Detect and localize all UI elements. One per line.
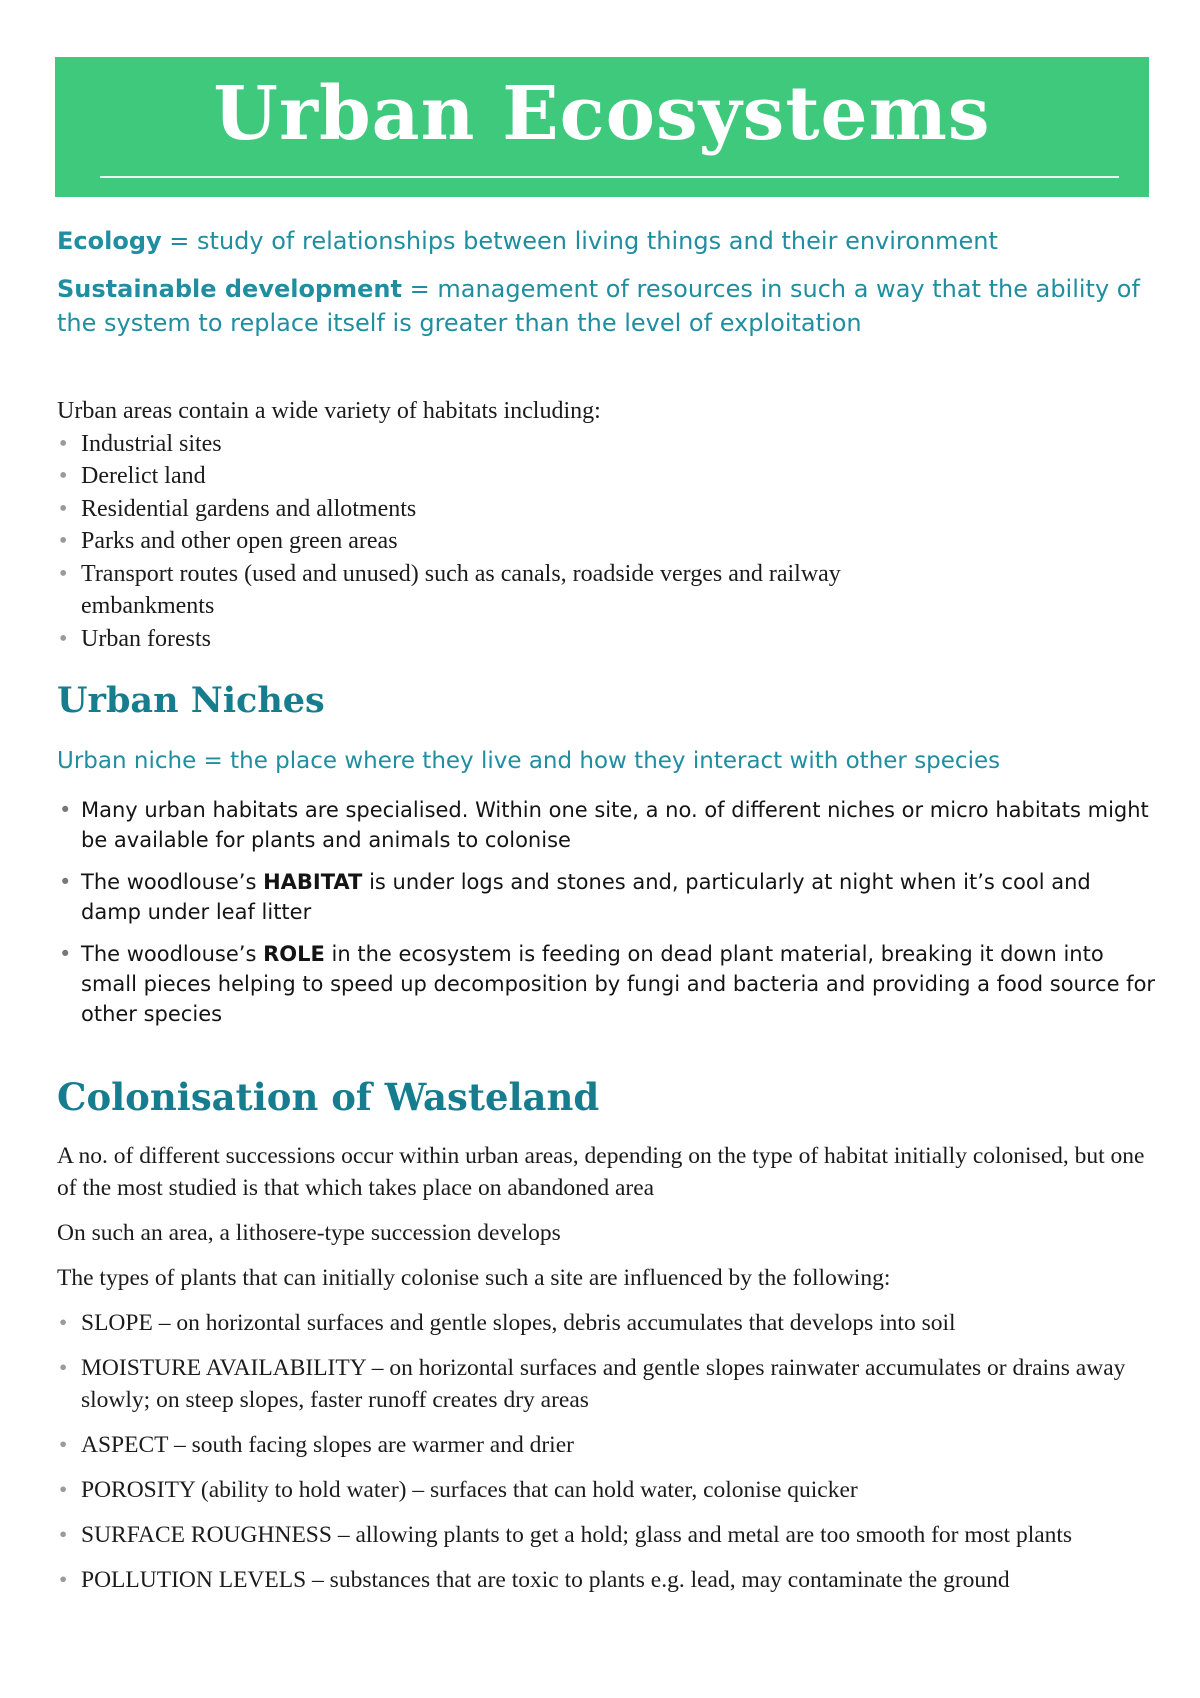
list-item: • Derelict land [57, 460, 1157, 493]
sustainable-definition [57, 272, 1157, 340]
title-rule [100, 176, 1119, 178]
niches-list [57, 795, 1157, 1041]
sustainable-term: Sustainable development [57, 275, 402, 303]
wasteland-paragraph-2: On such an area, a lithosere-type succession develops [57, 1220, 561, 1246]
factors-list [57, 1307, 1157, 1596]
sustainable-text: = management of resources in such a way that the ability of the system to replace itself is greater than the level of exploitation [57, 275, 1140, 337]
list-item: • Parks and other open green areas [57, 525, 1157, 558]
habitats-list [57, 428, 1157, 656]
list-item [57, 867, 1157, 927]
list-item: • MOISTURE AVAILABILITY – on horizontal surfaces and gentle slopes rainwater accumulates or drains away slowly; on steep slopes, faster runoff creates dry areas [57, 1352, 1157, 1416]
niches-heading: Urban Niches [57, 680, 325, 721]
list-item: • Transport routes (used and unused) such as canals, roadside verges and railway embankments [57, 558, 1157, 623]
list-item: • SURFACE ROUGHNESS – allowing plants to get a hold; glass and metal are too smooth for most plants [57, 1519, 1157, 1551]
wasteland-paragraph-3: The types of plants that can initially colonise such a site are influenced by the following: [57, 1265, 891, 1291]
list-item: • SLOPE – on horizontal surfaces and gentle slopes, debris accumulates that develops into soil [57, 1307, 1157, 1339]
wasteland-paragraph-1: A no. of different successions occur within urban areas, depending on the type of habitat initially colonised, but one of the most studied is that which takes place on abandoned area [57, 1143, 1145, 1201]
habitat-keyword: HABITAT [263, 870, 363, 894]
item-text: The woodlouse’s [81, 870, 264, 894]
ecology-text: = study of relationships between living things and their environment [161, 227, 998, 255]
niche-definition: Urban niche = the place where they live and how they interact with other species [57, 748, 1001, 774]
title-banner [55, 57, 1149, 197]
definitions [57, 222, 1157, 352]
role-keyword: ROLE [263, 942, 325, 966]
page-title: Urban Ecosystems [213, 71, 991, 157]
ecology-definition [57, 222, 1157, 260]
list-item: • Urban forests [57, 623, 1157, 656]
list-item: • ASPECT – south facing slopes are warmer and drier [57, 1429, 1157, 1461]
list-item: • Residential gardens and allotments [57, 493, 1157, 526]
wasteland-section [57, 1140, 1157, 1609]
list-item: • POLLUTION LEVELS – substances that are toxic to plants e.g. lead, may contaminate the ground [57, 1564, 1157, 1596]
ecology-term: Ecology [57, 227, 162, 255]
item-text: The woodlouse’s [81, 942, 264, 966]
list-item: • POROSITY (ability to hold water) – surfaces that can hold water, colonise quicker [57, 1474, 1157, 1506]
habitats-intro: Urban areas contain a wide variety of habitats including: [57, 398, 601, 424]
list-item [57, 939, 1157, 1029]
list-item: • Many urban habitats are specialised. Within one site, a no. of different niches or micro habitats might be available for plants and animals to colonise [57, 795, 1157, 855]
list-item: • Industrial sites [57, 428, 1157, 461]
item-text: is under logs and stones and, particularly at night when it’s cool and damp under leaf litter [81, 870, 1091, 924]
item-text: in the ecosystem is feeding on dead plant material, breaking it down into small pieces helping to speed up decomposition by fungi and bacteria and providing a food source for other species [81, 942, 1156, 1026]
habitats-section [57, 395, 1157, 655]
wasteland-heading: Colonisation of Wasteland [57, 1075, 600, 1119]
